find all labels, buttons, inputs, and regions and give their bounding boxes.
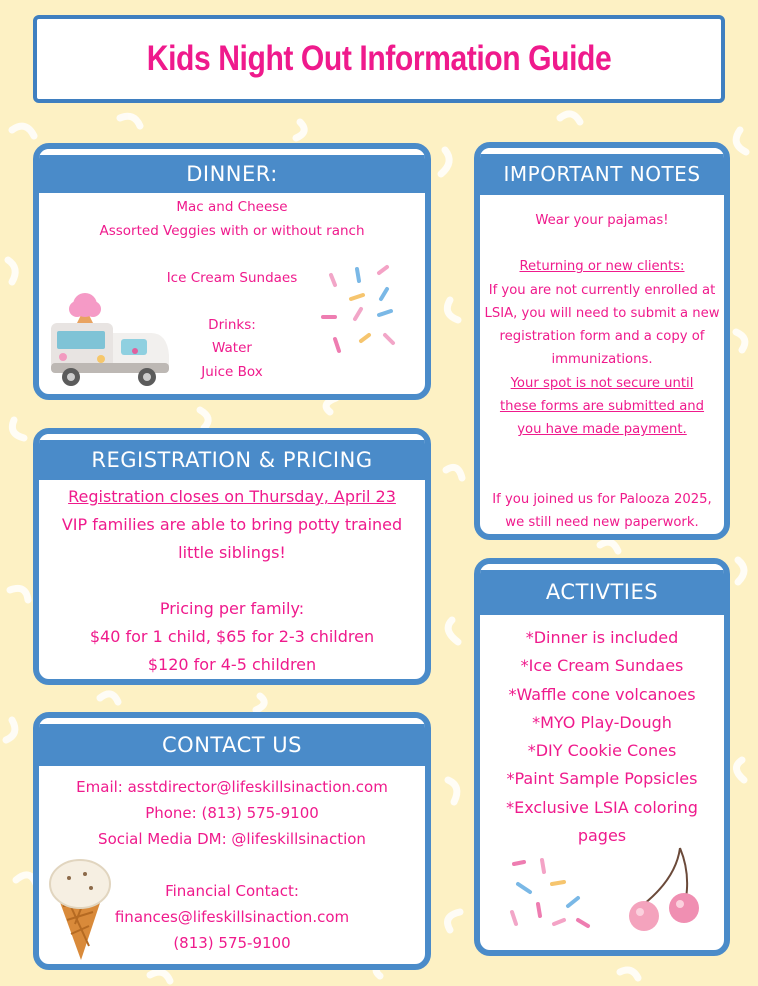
activity-item: *Waffle cone volcanoes	[508, 684, 696, 704]
contact-email[interactable]: Email: asstdirector@lifeskillsinaction.com	[76, 778, 388, 796]
menu-item: Water	[212, 340, 252, 356]
financial-phone[interactable]: (813) 575-9100	[173, 934, 291, 952]
price-line: $120 for 4-5 children	[147, 655, 317, 674]
activities-list	[480, 615, 724, 850]
ice-cream-cone-icon	[45, 854, 115, 964]
contact-phone[interactable]: Phone: (813) 575-9100	[145, 804, 319, 822]
sprinkles-icon	[321, 259, 411, 359]
pajamas-note: Wear your pajamas!	[535, 213, 669, 228]
registration-deadline: Registration closes on Thursday, April 23	[68, 487, 396, 506]
contact-card	[33, 712, 431, 970]
contact-heading: CONTACT US	[39, 724, 425, 766]
activity-item: *Dinner is included	[525, 628, 679, 647]
ice-cream-truck-icon	[47, 289, 177, 389]
menu-item: Ice Cream Sundaes	[166, 269, 298, 286]
financial-label: Financial Contact:	[165, 882, 299, 900]
notes-heading: IMPORTANT NOTES	[480, 154, 724, 195]
activity-item: *Ice Cream Sundaes	[520, 656, 684, 676]
price-line: $40 for 1 child, $65 for 2-3 children	[89, 627, 375, 646]
activity-item: *MYO Play-Dough	[532, 712, 672, 732]
menu-item: Juice Box	[201, 363, 263, 380]
notes-content	[480, 195, 724, 534]
activities-card	[474, 558, 730, 956]
menu-item: Assorted Veggies with or without ranch	[99, 222, 365, 239]
sprinkles-icon	[508, 854, 598, 934]
dinner-heading: DINNER:	[39, 155, 425, 193]
page-title: Kids Night Out Information Guide	[146, 39, 612, 78]
cherries-icon	[620, 844, 710, 934]
registration-content	[39, 480, 425, 679]
drinks-label: Drinks:	[208, 316, 256, 333]
enrollment-note: If you are not currently enrolled at LSIA, you will need to submit a new registration form and a copy of immunizations.	[484, 282, 720, 368]
pricing-label: Pricing per family:	[159, 599, 305, 618]
contact-social[interactable]: Social Media DM: @lifeskillsinaction	[98, 830, 366, 848]
returning-clients-label: Returning or new clients:	[519, 259, 685, 275]
registration-heading: REGISTRATION & PRICING	[39, 440, 425, 480]
palooza-note: If you joined us for Palooza 2025, we still need new paperwork.	[492, 491, 712, 530]
title-banner	[33, 15, 725, 103]
activities-heading: ACTIVTIES	[480, 570, 724, 615]
activity-item: *Paint Sample Popsicles	[506, 769, 698, 789]
dinner-card	[33, 143, 431, 400]
financial-email[interactable]: finances@lifeskillsinaction.com	[114, 908, 350, 926]
registration-card	[33, 428, 431, 685]
activity-item: *DIY Cookie Cones	[527, 741, 677, 761]
menu-item: Mac and Cheese	[176, 199, 288, 215]
vip-note: VIP families are able to bring potty trained little siblings!	[61, 515, 403, 562]
important-notes-card	[474, 142, 730, 540]
secure-spot-note: Your spot is not secure until these forms are submitted and you have made payment.	[499, 375, 705, 438]
activity-item: *Exclusive LSIA coloring pages	[506, 797, 698, 846]
